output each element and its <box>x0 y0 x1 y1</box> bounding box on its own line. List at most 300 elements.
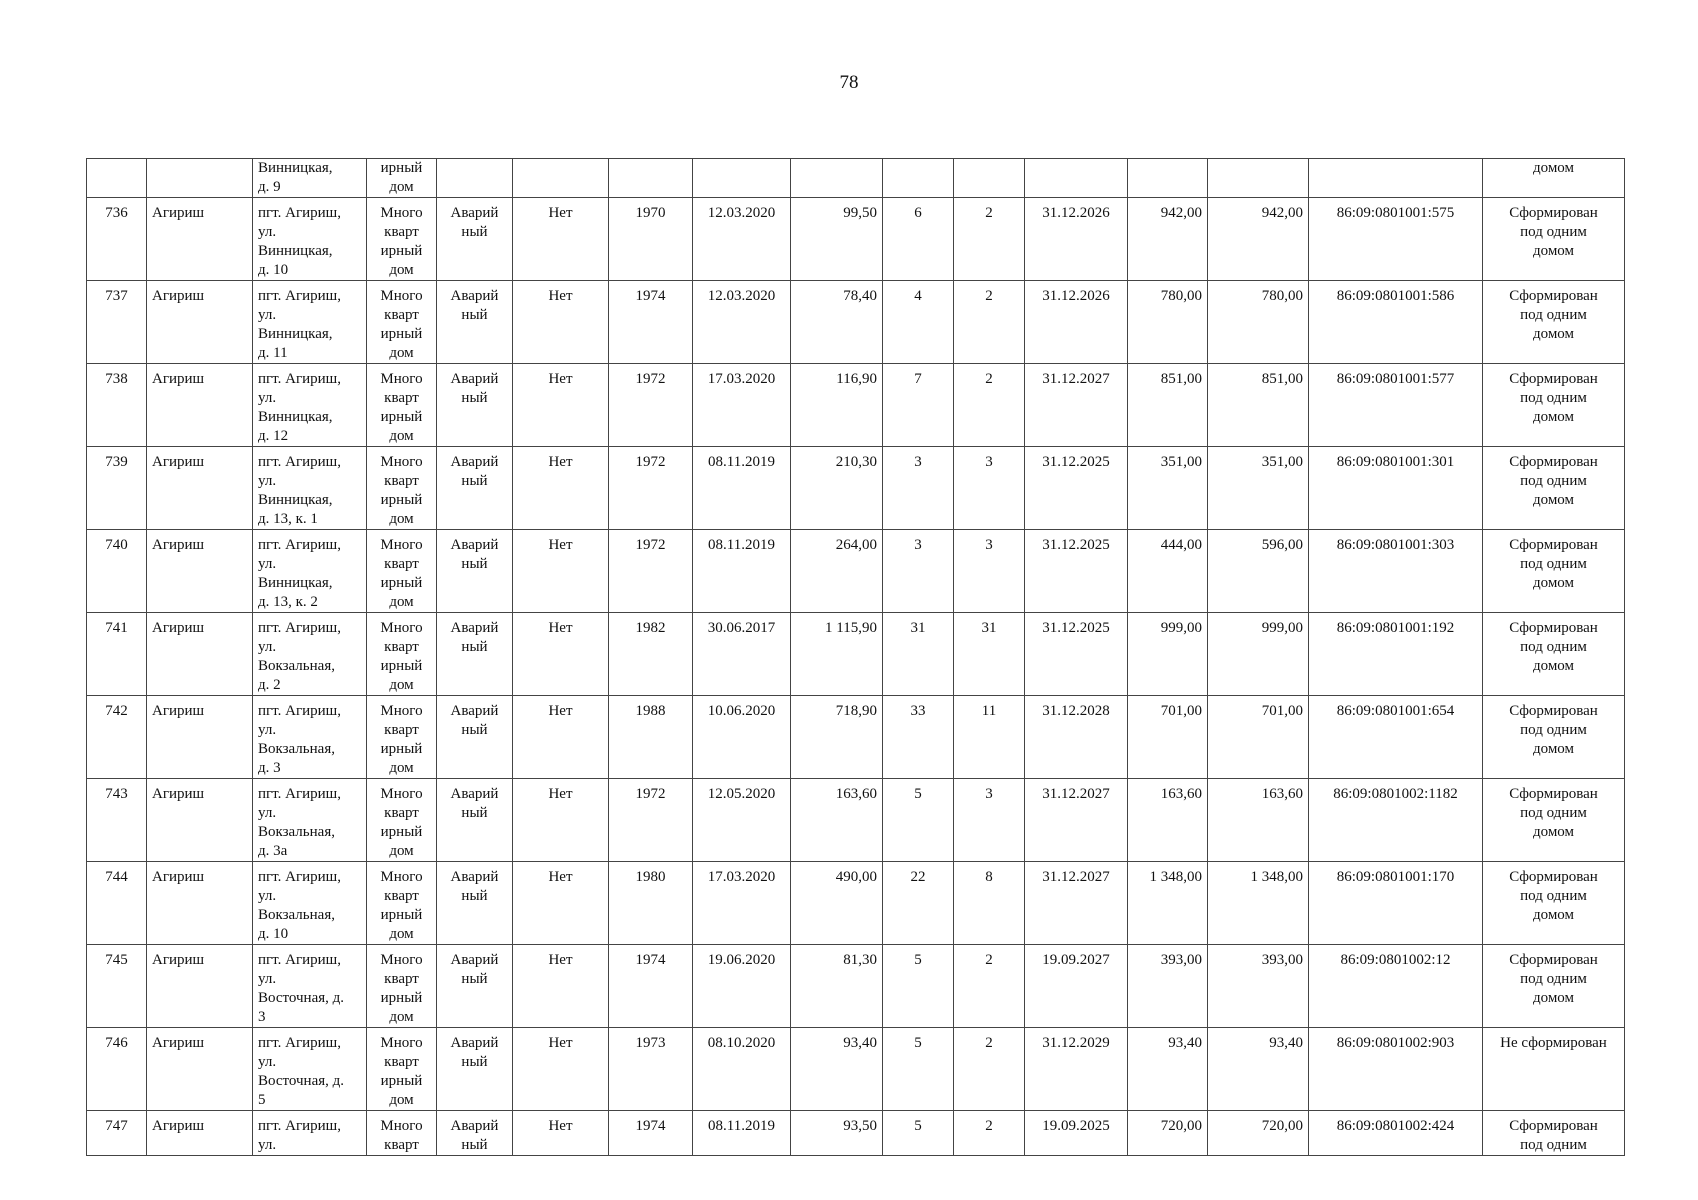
cell-settlement-text: Агириш <box>152 288 205 304</box>
cell-address <box>253 364 367 447</box>
cell-area-text: 718,90 <box>835 703 877 719</box>
cell-year <box>609 1028 693 1111</box>
cell-flag <box>513 1111 609 1156</box>
cell-status <box>1483 613 1625 696</box>
cell-condition-text: Аварий ный <box>450 952 499 987</box>
cell-area <box>791 696 883 779</box>
cell-cadastral-text: 86:09:0801001:577 <box>1336 371 1455 387</box>
cell-year <box>609 159 693 198</box>
cell-cadastral <box>1309 530 1483 613</box>
cell-year <box>609 364 693 447</box>
cell-condition-text: Аварий ный <box>450 869 499 904</box>
cell-settlement-text: Агириш <box>152 1035 205 1051</box>
cell-value-a <box>1128 613 1208 696</box>
cell-year-text: 1972 <box>635 454 666 470</box>
cell-status <box>1483 281 1625 364</box>
cell-num-text: 745 <box>105 952 128 968</box>
cell-address <box>253 613 367 696</box>
cell-condition-text: Аварий ный <box>450 454 499 489</box>
cell-flag <box>513 447 609 530</box>
cell-year-text: 1980 <box>635 869 666 885</box>
cell-count-a-text: 3 <box>914 537 922 553</box>
cell-area <box>791 530 883 613</box>
cell-num-text: 743 <box>105 786 128 802</box>
cell-address-text: пгт. Агириш, ул. Винницкая, д. 11 <box>258 288 341 361</box>
cell-year <box>609 613 693 696</box>
cell-settlement <box>147 198 253 281</box>
cell-date <box>693 1111 791 1156</box>
cell-status <box>1483 364 1625 447</box>
cell-address <box>253 1111 367 1156</box>
cell-date-text: 19.06.2020 <box>707 952 776 968</box>
cell-settlement-text: Агириш <box>152 205 205 221</box>
cell-count-a-text: 5 <box>914 1118 922 1134</box>
cell-flag <box>513 281 609 364</box>
cell-condition <box>437 862 513 945</box>
cell-deadline <box>1025 281 1128 364</box>
cell-area <box>791 613 883 696</box>
cell-status-text: Сформирован под одним домом <box>1509 454 1598 508</box>
cell-count-b <box>954 447 1025 530</box>
cell-year-text: 1972 <box>635 371 666 387</box>
cell-value-a-text: 999,00 <box>1160 620 1202 636</box>
cell-count-b <box>954 779 1025 862</box>
cell-date-text: 17.03.2020 <box>707 371 776 387</box>
cell-address-text: пгт. Агириш, ул. <box>258 1118 341 1153</box>
cell-flag <box>513 198 609 281</box>
cell-cadastral <box>1309 447 1483 530</box>
cell-deadline-text: 31.12.2025 <box>1042 620 1110 636</box>
cell-type-text: Много кварт ирный дом <box>380 537 423 610</box>
cell-year <box>609 779 693 862</box>
cell-flag <box>513 779 609 862</box>
cell-date <box>693 945 791 1028</box>
cell-value-b-text: 701,00 <box>1261 703 1303 719</box>
cell-type <box>367 945 437 1028</box>
cell-value-a <box>1128 862 1208 945</box>
cell-value-a-text: 93,40 <box>1168 1035 1202 1051</box>
cell-num <box>87 364 147 447</box>
housing-registry-table <box>86 158 1625 1156</box>
cell-count-a <box>883 1111 954 1156</box>
cell-settlement-text: Агириш <box>152 454 205 470</box>
cell-area <box>791 1111 883 1156</box>
cell-area-text: 264,00 <box>835 537 877 553</box>
cell-status <box>1483 1111 1625 1156</box>
cell-area-text: 81,30 <box>843 952 877 968</box>
cell-num-text: 737 <box>105 288 128 304</box>
cell-deadline-text: 31.12.2026 <box>1042 288 1110 304</box>
cell-flag <box>513 159 609 198</box>
cell-area <box>791 1028 883 1111</box>
cell-value-b-text: 720,00 <box>1261 1118 1303 1134</box>
cell-value-a-text: 163,60 <box>1160 786 1202 802</box>
cell-count-b-text: 2 <box>985 1035 993 1051</box>
cell-settlement-text: Агириш <box>152 1118 205 1134</box>
cell-num-text: 747 <box>105 1118 128 1134</box>
cell-deadline <box>1025 945 1128 1028</box>
cell-num <box>87 530 147 613</box>
cell-count-a <box>883 198 954 281</box>
cell-count-b-text: 8 <box>985 869 993 885</box>
cell-year <box>609 862 693 945</box>
cell-count-b <box>954 696 1025 779</box>
cell-value-b <box>1208 779 1309 862</box>
cell-settlement <box>147 613 253 696</box>
cell-address <box>253 945 367 1028</box>
cell-value-a <box>1128 945 1208 1028</box>
cell-type <box>367 613 437 696</box>
cell-num-text: 736 <box>105 205 128 221</box>
cell-settlement <box>147 159 253 198</box>
cell-status-text: Сформирован под одним домом <box>1509 205 1598 259</box>
cell-value-b-text: 780,00 <box>1261 288 1303 304</box>
cell-type-text: Много кварт ирный дом <box>380 1035 423 1108</box>
cell-condition <box>437 779 513 862</box>
cell-type <box>367 159 437 198</box>
cell-deadline <box>1025 530 1128 613</box>
cell-year <box>609 945 693 1028</box>
cell-year <box>609 696 693 779</box>
cell-address-text: пгт. Агириш, ул. Винницкая, д. 13, к. 1 <box>258 454 341 527</box>
cell-year-text: 1974 <box>635 952 666 968</box>
cell-deadline <box>1025 613 1128 696</box>
cell-area <box>791 364 883 447</box>
cell-date-text: 08.10.2020 <box>707 1035 776 1051</box>
cell-status <box>1483 159 1625 198</box>
cell-value-b <box>1208 364 1309 447</box>
cell-year-text: 1988 <box>635 703 666 719</box>
cell-settlement-text: Агириш <box>152 703 205 719</box>
cell-address-text: пгт. Агириш, ул. Вокзальная, д. 3а <box>258 786 341 859</box>
cell-year-text: 1974 <box>635 1118 666 1134</box>
cell-num <box>87 1028 147 1111</box>
cell-count-b-text: 2 <box>985 205 993 221</box>
cell-flag-text: Нет <box>548 869 573 885</box>
cell-settlement-text: Агириш <box>152 537 205 553</box>
cell-count-a-text: 31 <box>910 620 926 636</box>
table-row <box>87 530 1625 613</box>
cell-condition-text: Аварий ный <box>450 620 499 655</box>
cell-count-a <box>883 613 954 696</box>
cell-status <box>1483 779 1625 862</box>
cell-status <box>1483 530 1625 613</box>
cell-condition <box>437 364 513 447</box>
cell-deadline <box>1025 159 1128 198</box>
cell-type-text: Много кварт ирный дом <box>380 205 423 278</box>
cell-value-a <box>1128 447 1208 530</box>
cell-date <box>693 1028 791 1111</box>
cell-cadastral <box>1309 281 1483 364</box>
cell-area <box>791 779 883 862</box>
cell-year <box>609 198 693 281</box>
cell-date-text: 12.03.2020 <box>707 288 776 304</box>
cell-date <box>693 613 791 696</box>
cell-area <box>791 281 883 364</box>
cell-count-b-text: 3 <box>985 537 993 553</box>
cell-date <box>693 447 791 530</box>
cell-address-text: Винницкая, д. 9 <box>258 160 333 195</box>
cell-settlement <box>147 862 253 945</box>
table-row <box>87 696 1625 779</box>
cell-type <box>367 198 437 281</box>
cell-settlement <box>147 447 253 530</box>
cell-count-b <box>954 945 1025 1028</box>
cell-value-a-text: 444,00 <box>1160 537 1202 553</box>
cell-condition <box>437 613 513 696</box>
cell-deadline-text: 31.12.2027 <box>1042 786 1110 802</box>
table-row <box>87 364 1625 447</box>
cell-address <box>253 1028 367 1111</box>
cell-num <box>87 198 147 281</box>
cell-deadline-text: 31.12.2027 <box>1042 371 1110 387</box>
cell-value-b-text: 163,60 <box>1261 786 1303 802</box>
cell-value-b <box>1208 447 1309 530</box>
cell-deadline <box>1025 198 1128 281</box>
cell-count-a-text: 7 <box>914 371 922 387</box>
cell-count-a <box>883 530 954 613</box>
cell-count-b-text: 31 <box>981 620 997 636</box>
cell-area <box>791 447 883 530</box>
cell-status-text: Сформирован под одним домом <box>1509 952 1598 1006</box>
cell-cadastral-text: 86:09:0801001:301 <box>1336 454 1455 470</box>
cell-type <box>367 862 437 945</box>
cell-area-text: 99,50 <box>843 205 877 221</box>
cell-num <box>87 945 147 1028</box>
cell-condition-text: Аварий ный <box>450 786 499 821</box>
cell-flag <box>513 1028 609 1111</box>
cell-cadastral <box>1309 945 1483 1028</box>
cell-value-a <box>1128 159 1208 198</box>
cell-status-text: Сформирован под одним домом <box>1509 786 1598 840</box>
cell-year <box>609 447 693 530</box>
cell-value-a-text: 351,00 <box>1160 454 1202 470</box>
cell-deadline <box>1025 364 1128 447</box>
cell-area-text: 78,40 <box>843 288 877 304</box>
cell-deadline <box>1025 1028 1128 1111</box>
cell-date-text: 08.11.2019 <box>708 537 775 553</box>
cell-cadastral <box>1309 779 1483 862</box>
cell-deadline-text: 19.09.2027 <box>1042 952 1110 968</box>
cell-count-b <box>954 1111 1025 1156</box>
cell-value-a <box>1128 779 1208 862</box>
cell-status-text: Сформирован под одним домом <box>1509 371 1598 425</box>
cell-date <box>693 779 791 862</box>
cell-value-b <box>1208 530 1309 613</box>
cell-value-b <box>1208 198 1309 281</box>
cell-value-a-text: 720,00 <box>1160 1118 1202 1134</box>
cell-num-text: 738 <box>105 371 128 387</box>
cell-area <box>791 159 883 198</box>
cell-cadastral <box>1309 613 1483 696</box>
cell-count-b-text: 2 <box>985 952 993 968</box>
cell-date-text: 08.11.2019 <box>708 454 775 470</box>
cell-condition <box>437 159 513 198</box>
cell-type-text: ирный дом <box>380 160 423 195</box>
cell-cadastral-text: 86:09:0801001:170 <box>1336 869 1455 885</box>
cell-type <box>367 530 437 613</box>
cell-settlement <box>147 1111 253 1156</box>
cell-cadastral <box>1309 364 1483 447</box>
cell-cadastral-text: 86:09:0801002:903 <box>1336 1035 1455 1051</box>
cell-num-text: 744 <box>105 869 128 885</box>
cell-value-a-text: 851,00 <box>1160 371 1202 387</box>
cell-cadastral <box>1309 198 1483 281</box>
cell-area-text: 210,30 <box>835 454 877 470</box>
cell-type-text: Много кварт ирный дом <box>380 620 423 693</box>
cell-value-b-text: 851,00 <box>1261 371 1303 387</box>
cell-condition <box>437 1028 513 1111</box>
cell-cadastral <box>1309 159 1483 198</box>
cell-address-text: пгт. Агириш, ул. Восточная, д. 5 <box>258 1035 345 1108</box>
cell-year-text: 1973 <box>635 1035 666 1051</box>
cell-count-b-text: 3 <box>985 786 993 802</box>
cell-settlement <box>147 696 253 779</box>
cell-address-text: пгт. Агириш, ул. Винницкая, д. 13, к. 2 <box>258 537 341 610</box>
cell-area-text: 490,00 <box>835 869 877 885</box>
cell-year-text: 1982 <box>635 620 666 636</box>
cell-count-b <box>954 364 1025 447</box>
cell-address-text: пгт. Агириш, ул. Вокзальная, д. 2 <box>258 620 341 693</box>
cell-value-b <box>1208 1028 1309 1111</box>
cell-value-a <box>1128 281 1208 364</box>
cell-settlement-text: Агириш <box>152 786 205 802</box>
table-row <box>87 447 1625 530</box>
cell-status <box>1483 862 1625 945</box>
cell-count-a <box>883 447 954 530</box>
cell-value-b <box>1208 696 1309 779</box>
cell-count-a <box>883 696 954 779</box>
cell-count-a <box>883 1028 954 1111</box>
cell-flag-text: Нет <box>548 537 573 553</box>
cell-condition-text: Аварий ный <box>450 371 499 406</box>
cell-flag-text: Нет <box>548 703 573 719</box>
cell-flag-text: Нет <box>548 620 573 636</box>
cell-value-a-text: 780,00 <box>1160 288 1202 304</box>
cell-address-text: пгт. Агириш, ул. Вокзальная, д. 3 <box>258 703 341 776</box>
table-row-continued <box>87 159 1625 198</box>
cell-num-text: 740 <box>105 537 128 553</box>
cell-deadline-text: 31.12.2026 <box>1042 205 1110 221</box>
cell-date-text: 12.03.2020 <box>707 205 776 221</box>
cell-num-text: 742 <box>105 703 128 719</box>
cell-year <box>609 281 693 364</box>
cell-flag-text: Нет <box>548 371 573 387</box>
cell-deadline-text: 19.09.2025 <box>1042 1118 1110 1134</box>
cell-cadastral-text: 86:09:0801001:575 <box>1336 205 1455 221</box>
cell-num-text: 741 <box>105 620 128 636</box>
cell-count-a <box>883 862 954 945</box>
cell-type-text: Много кварт <box>380 1118 423 1153</box>
cell-num <box>87 779 147 862</box>
cell-cadastral <box>1309 862 1483 945</box>
cell-count-b <box>954 862 1025 945</box>
cell-type <box>367 696 437 779</box>
cell-date <box>693 364 791 447</box>
cell-year-text: 1970 <box>635 205 666 221</box>
cell-year-text: 1974 <box>635 288 666 304</box>
table-row <box>87 281 1625 364</box>
cell-flag-text: Нет <box>548 1118 573 1134</box>
cell-type <box>367 364 437 447</box>
cell-year-text: 1972 <box>635 786 666 802</box>
cell-settlement-text: Агириш <box>152 869 205 885</box>
cell-status-text: Не сформирован <box>1500 1035 1607 1051</box>
cell-flag <box>513 696 609 779</box>
cell-num <box>87 696 147 779</box>
cell-count-a-text: 5 <box>914 786 922 802</box>
cell-deadline-text: 31.12.2029 <box>1042 1035 1110 1051</box>
cell-condition-text: Аварий ный <box>450 1035 499 1070</box>
cell-status <box>1483 447 1625 530</box>
cell-settlement <box>147 779 253 862</box>
cell-num <box>87 613 147 696</box>
cell-date-text: 10.06.2020 <box>707 703 776 719</box>
cell-num-text: 746 <box>105 1035 128 1051</box>
cell-area-text: 93,40 <box>843 1035 877 1051</box>
cell-address <box>253 447 367 530</box>
cell-num-text: 739 <box>105 454 128 470</box>
cell-address <box>253 159 367 198</box>
cell-value-a-text: 942,00 <box>1160 205 1202 221</box>
cell-deadline <box>1025 779 1128 862</box>
table-row <box>87 1028 1625 1111</box>
cell-date <box>693 696 791 779</box>
cell-settlement <box>147 1028 253 1111</box>
cell-deadline-text: 31.12.2025 <box>1042 454 1110 470</box>
cell-value-a <box>1128 364 1208 447</box>
cell-value-a <box>1128 530 1208 613</box>
cell-value-b <box>1208 159 1309 198</box>
cell-condition <box>437 1111 513 1156</box>
cell-cadastral-text: 86:09:0801001:192 <box>1336 620 1455 636</box>
cell-value-a <box>1128 696 1208 779</box>
cell-num <box>87 159 147 198</box>
cell-value-b-text: 999,00 <box>1261 620 1303 636</box>
cell-address-text: пгт. Агириш, ул. Винницкая, д. 12 <box>258 371 341 444</box>
table-row <box>87 862 1625 945</box>
cell-cadastral-text: 86:09:0801002:12 <box>1340 952 1451 968</box>
cell-address <box>253 862 367 945</box>
cell-flag-text: Нет <box>548 786 573 802</box>
cell-flag-text: Нет <box>548 454 573 470</box>
cell-condition <box>437 945 513 1028</box>
cell-count-b <box>954 198 1025 281</box>
cell-deadline <box>1025 862 1128 945</box>
cell-count-b-text: 11 <box>981 703 997 719</box>
cell-date <box>693 198 791 281</box>
cell-count-b <box>954 1028 1025 1111</box>
table-row <box>87 779 1625 862</box>
cell-date-text: 08.11.2019 <box>708 1118 775 1134</box>
table-row <box>87 613 1625 696</box>
cell-count-a-text: 6 <box>914 205 922 221</box>
cell-status-text: Сформирован под одним домом <box>1509 537 1598 591</box>
cell-value-b <box>1208 281 1309 364</box>
cell-flag-text: Нет <box>548 1035 573 1051</box>
cell-settlement <box>147 945 253 1028</box>
cell-count-a-text: 5 <box>914 1035 922 1051</box>
cell-count-b <box>954 281 1025 364</box>
cell-address <box>253 696 367 779</box>
cell-settlement-text: Агириш <box>152 620 205 636</box>
cell-value-b-text: 351,00 <box>1261 454 1303 470</box>
table-row <box>87 198 1625 281</box>
cell-year <box>609 530 693 613</box>
cell-value-a-text: 1 348,00 <box>1149 869 1202 885</box>
cell-area-text: 116,90 <box>836 371 877 387</box>
cell-value-b-text: 393,00 <box>1261 952 1303 968</box>
